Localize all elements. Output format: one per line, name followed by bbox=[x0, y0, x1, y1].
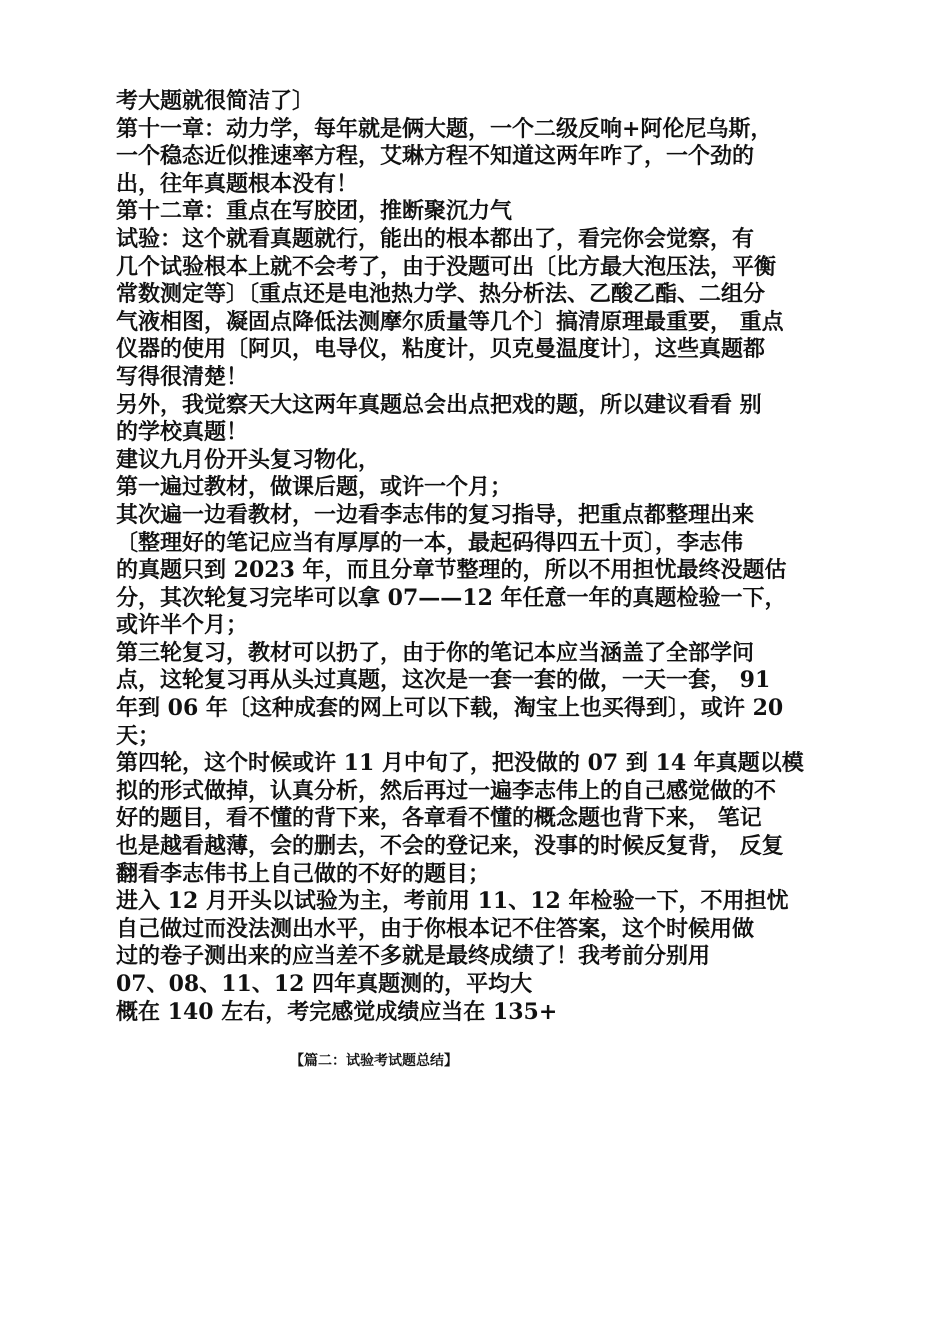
text-line: 天； bbox=[116, 722, 161, 749]
paragraph-chapter-10-end bbox=[116, 88, 841, 116]
text-line: 的学校真题！ bbox=[116, 419, 249, 446]
document-body bbox=[116, 88, 841, 1026]
text-line: 第十二章：重点在写胶团，推断聚沉力气 bbox=[116, 198, 513, 225]
paragraph-round-2 bbox=[116, 502, 841, 640]
text-line: 第十一章：动力学，每年就是俩大题，一个二级反响+阿伦尼乌斯， bbox=[116, 115, 773, 142]
paragraph-other-schools bbox=[116, 392, 841, 447]
text-line: 建议九月份开头复习物化， bbox=[116, 446, 381, 473]
text-line: 的真题只到 2023 年，而且分章节整理的，所以不用担忧最终没题估 bbox=[116, 557, 787, 584]
text-line: 自己做过而没法测出水平，由于你根本记不住答案，这个时候用做 bbox=[116, 915, 755, 942]
text-line: 写得很清楚！ bbox=[116, 363, 249, 390]
text-line: 出，往年真题根本没有！ bbox=[116, 170, 359, 197]
text-line: 常数测定等〕〔重点还是电池热力学、热分析法、乙酸乙酯、二组分 bbox=[116, 281, 766, 308]
text-line: 几个试验根本上就不会考了，由于没题可出〔比方最大泡压法，平衡 bbox=[116, 253, 777, 280]
paragraph-december bbox=[116, 888, 841, 1026]
paragraph-chapter-11 bbox=[116, 116, 841, 199]
paragraph-start-september bbox=[116, 447, 841, 475]
section-heading-part-two: 【篇二：试验考试题总结】 bbox=[290, 1053, 458, 1069]
paragraph-chapter-12 bbox=[116, 198, 841, 226]
text-line: 第一遍过教材，做课后题，或许一个月； bbox=[116, 474, 513, 501]
text-line: 过的卷子测出来的应当差不多就是最终成绩了！我考前分别用 bbox=[116, 943, 711, 970]
text-line: 好的题目，看不懂的背下来，各章看不懂的概念题也背下来， 笔记 bbox=[116, 805, 762, 832]
paragraph-round-1 bbox=[116, 474, 841, 502]
paragraph-round-4 bbox=[116, 750, 841, 888]
text-line: 进入 12 月开头以试验为主，考前用 11、12 年检验一下，不用担忧 bbox=[116, 888, 789, 915]
text-line: 概在 140 左右，考完感觉成绩应当在 135+ bbox=[116, 998, 558, 1025]
text-line: 〔整理好的笔记应当有厚厚的一本，最起码得四五十页〕，李志伟 bbox=[116, 529, 744, 556]
text-line: 年到 06 年〔这种成套的网上可以下载，淘宝上也买得到〕，或许 20 bbox=[116, 695, 784, 722]
text-line: 考大题就很简洁了〕 bbox=[116, 88, 315, 114]
text-line: 一个稳态近似推速率方程，艾琳方程不知道这两年咋了，一个劲的 bbox=[116, 143, 755, 170]
paragraph-round-3 bbox=[116, 640, 841, 750]
text-line: 也是越看越薄，会的删去，不会的登记来，没事的时候反复背， 反复 bbox=[116, 833, 784, 860]
text-line: 拟的形式做掉，认真分析，然后再过一遍李志伟上的自己感觉做的不 bbox=[116, 777, 777, 804]
text-line: 第三轮复习，教材可以扔了，由于你的笔记本应当涵盖了全部学问 bbox=[116, 639, 755, 666]
text-line: 仪器的使用〔阿贝，电导仪，粘度计，贝克曼温度计〕，这些真题都 bbox=[116, 336, 766, 363]
paragraph-experiments bbox=[116, 226, 841, 392]
text-line: 其次遍一边看教材，一边看李志伟的复习指导，把重点都整理出来 bbox=[116, 501, 755, 528]
text-line: 另外，我觉察天大这两年真题总会出点把戏的题，所以建议看看 别 bbox=[116, 391, 762, 418]
text-line: 点，这轮复习再从头过真题，这次是一套一套的做，一天一套， 91 bbox=[116, 667, 771, 694]
text-line: 试验：这个就看真题就行，能出的根本都出了，看完你会觉察，有 bbox=[116, 225, 755, 252]
text-line: 气液相图，凝固点降低法测摩尔质量等几个〕搞清原理最重要， 重点 bbox=[116, 308, 784, 335]
text-line: 第四轮，这个时候或许 11 月中旬了，把没做的 07 到 14 年真题以模 bbox=[116, 750, 804, 777]
text-line: 分，其次轮复习完毕可以拿 07——12 年任意一年的真题检验一下， bbox=[116, 584, 787, 611]
text-line: 或许半个月； bbox=[116, 612, 249, 639]
text-line: 翻看李志伟书上自己做的不好的题目； bbox=[116, 860, 491, 887]
text-line: 07、08、11、12 四年真题测的，平均大 bbox=[116, 971, 533, 997]
